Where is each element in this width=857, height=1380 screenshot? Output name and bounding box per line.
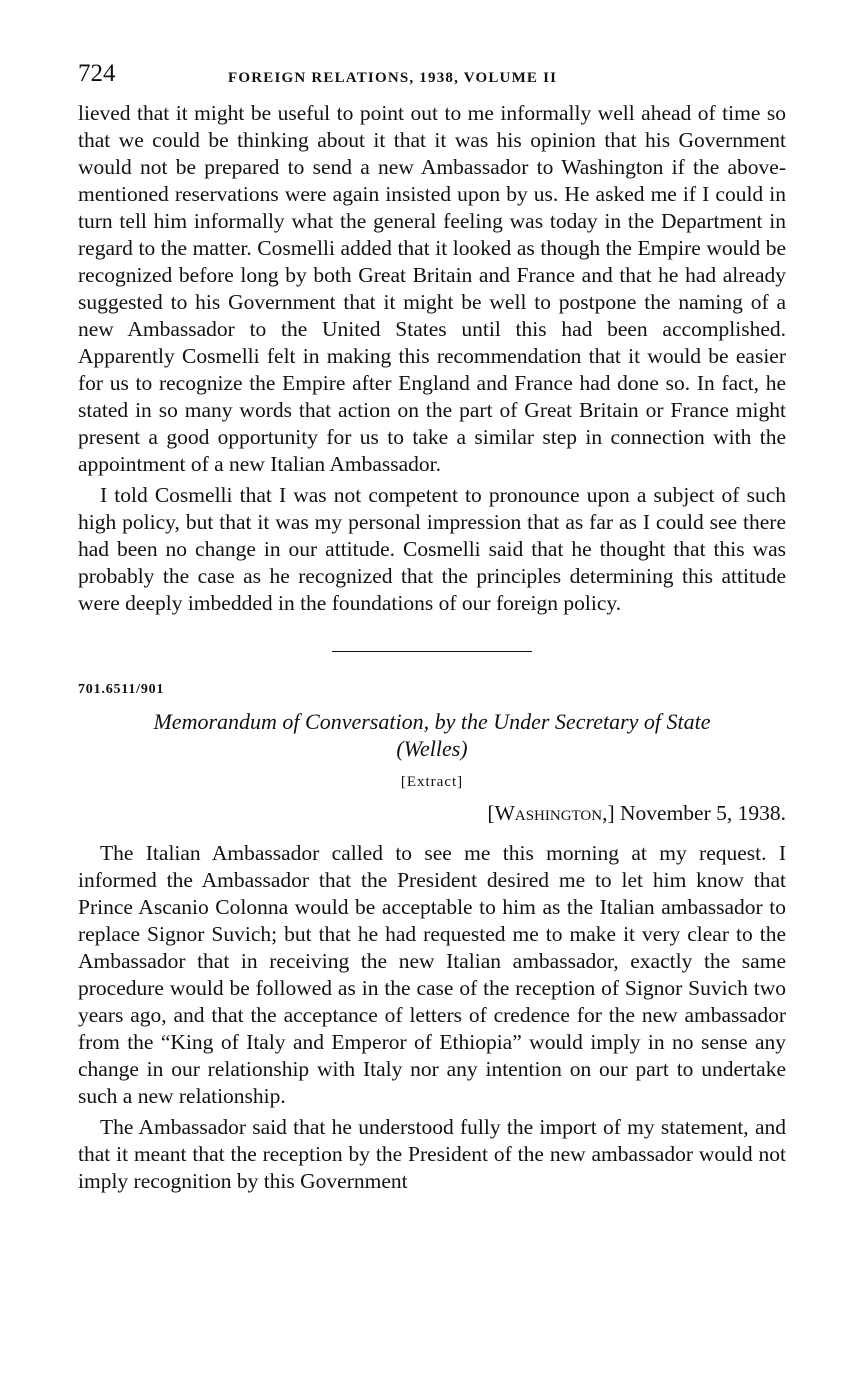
document-title-line1: Memorandum of Conversation, by the Under Secretary of State: [153, 709, 711, 734]
page-number: 724: [78, 60, 116, 87]
document-title: [78, 708, 786, 762]
section-divider: [332, 651, 532, 652]
dateline-place: [Washington,]: [487, 801, 615, 825]
running-head: [78, 60, 786, 100]
memo-paragraph: The Italian Ambassador called to see me this morning at my request. I informed the Ambassador that the President desired me to let him know that Prince Ascanio Colonna would be acceptable to him as the Italian ambassador to replace Signor Suvich; but that he had requested me to make it very clear to the Ambassador that in receiving the new Italian ambassador, exactly the same procedure would be followed as in the case of the reception of Signor Suvich two years ago, and that the acceptance of letters of credence for the new ambassador from the “King of Italy and Emperor of Ethiopia” would imply in no sense any change in our relationship with Italy nor any intention on our part to undertake such a new relationship.: [78, 841, 786, 1108]
extract-label: [Extract]: [400, 774, 464, 790]
memo-paragraph: The Ambassador said that he understood fully the import of my statement, and that it meant that the reception by the President of the new ambassador would not imply recognition by this Government: [78, 1115, 786, 1193]
page: [78, 60, 786, 1195]
document-title-line2: (Welles): [396, 736, 468, 761]
dateline-date: November 5, 1938.: [620, 801, 786, 825]
body-paragraph: I told Cosmelli that I was not competent to pronounce upon a subject of such high policy, but that it was my personal impression that as far as I could see there had been no change in our attitude. Cosmelli said that he thought that this was probably the case as he recognized that the principles determining this attitude were deeply imbedded in the foundations of our foreign policy.: [78, 483, 786, 615]
file-number: 701.6511/901: [78, 682, 165, 697]
running-title: FOREIGN RELATIONS, 1938, VOLUME II: [228, 70, 558, 86]
dateline: [78, 801, 786, 826]
continued-paragraph: lieved that it might be useful to point out to me informally well ahead of time so that we could be thinking about it that it was his opinion that his Government would not be prepared to send a new Ambassador to Washington if the above-mentioned reservations were again insisted upon by us. He asked me if I could in turn tell him informally what the general feeling was today in the Department in regard to the matter. Cosmelli added that it looked as though the Empire would be recognized before long by both Great Britain and France and that he had already suggested to his Government that it might be well to postpone the naming of a new Ambassador to the United States until this had been accomplished. Apparently Cosmelli felt in making this recommendation that it would be easier for us to recognize the Empire after England and France had done so. In fact, he stated in so many words that action on the part of Great Britain or France might present a good opportunity for us to take a similar step in connection with the appointment of a new Italian Ambassador.: [78, 101, 786, 476]
